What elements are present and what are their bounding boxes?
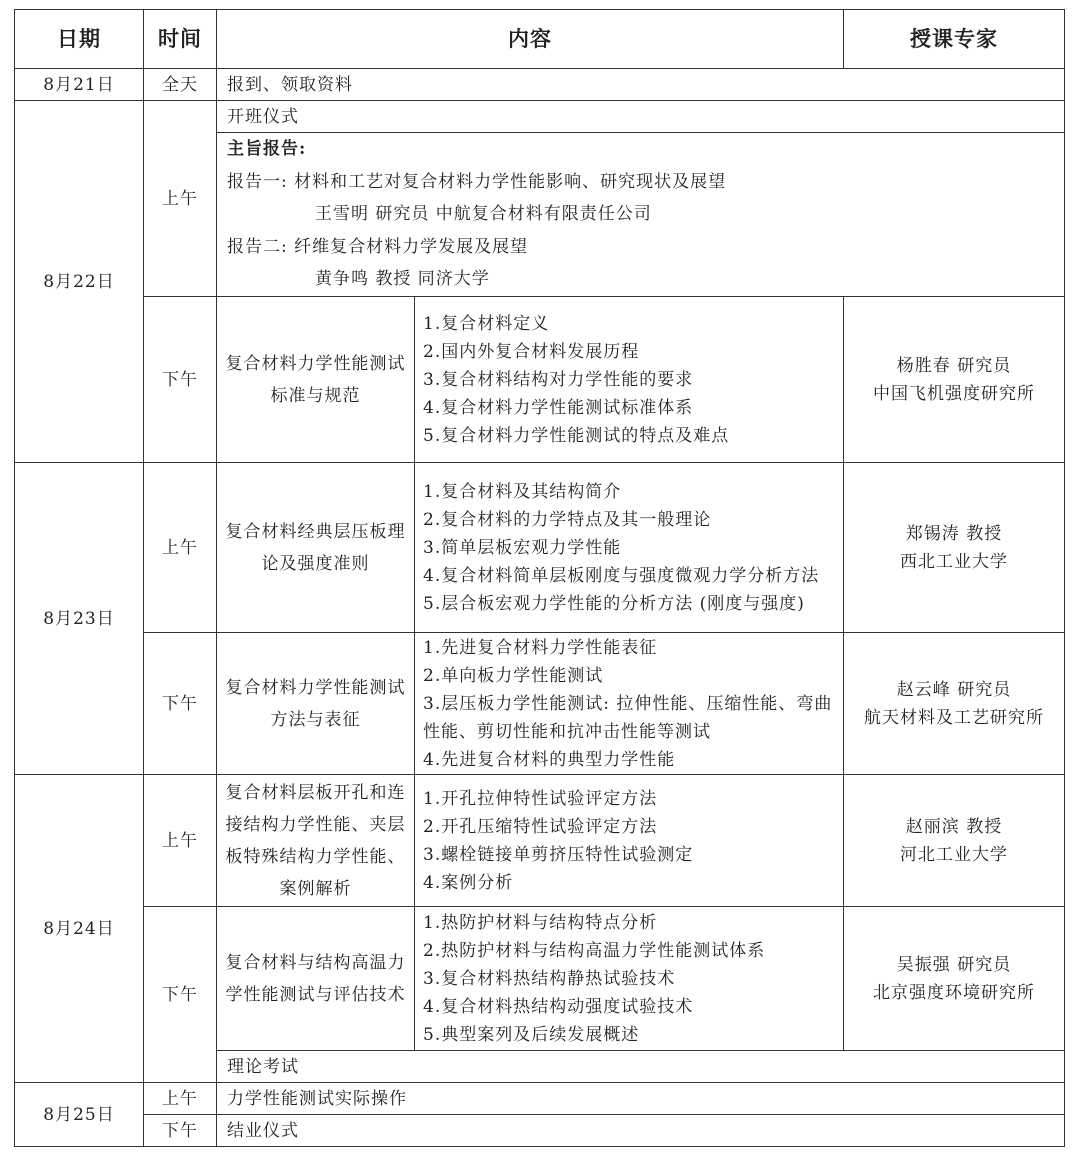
expert-cell <box>844 463 1065 633</box>
expert-org: 航天材料及工艺研究所 <box>864 707 1044 728</box>
time-cell: 下午 <box>144 297 217 463</box>
list-item: 4.先进复合材料的典型力学性能 <box>423 749 676 770</box>
expert-cell <box>844 907 1065 1051</box>
content-cell: 开班仪式 <box>217 101 1065 133</box>
list-item: 5.复合材料力学性能测试的特点及难点 <box>423 425 730 446</box>
list-item: 5.典型案列及后续发展概述 <box>423 1024 640 1045</box>
expert-org: 中国飞机强度研究所 <box>873 383 1035 404</box>
row-day22-opening <box>15 101 1065 133</box>
time-cell: 下午 <box>144 1115 217 1147</box>
list-item: 2.国内外复合材料发展历程 <box>423 341 640 362</box>
time-cell: 上午 <box>144 775 217 907</box>
list-item: 2.开孔压缩特性试验评定方法 <box>423 816 658 837</box>
list-item: 2.复合材料的力学特点及其一般理论 <box>423 509 712 530</box>
time-cell: 上午 <box>144 463 217 633</box>
row-day23-pm <box>15 633 1065 775</box>
row-day21 <box>15 69 1065 101</box>
header-content: 内容 <box>217 10 844 69</box>
header-expert: 授课专家 <box>844 10 1065 69</box>
row-day25-am <box>15 1083 1065 1115</box>
expert-name: 赵丽滨 教授 <box>905 816 1003 837</box>
list-item: 1.先进复合材料力学性能表征 <box>423 637 658 658</box>
content-cell: 结业仪式 <box>217 1115 1065 1147</box>
expert-org: 河北工业大学 <box>900 844 1008 865</box>
list-item: 3.螺栓链接单剪挤压特性试验测定 <box>423 844 694 865</box>
keynote-title: 主旨报告: <box>227 139 307 160</box>
list-item: 3.简单层板宏观力学性能 <box>423 537 622 558</box>
time-cell: 下午 <box>144 633 217 775</box>
report-title: 报告一: 材料和工艺对复合材料力学性能影响、研究现状及展望 <box>227 171 727 192</box>
items-cell <box>415 297 844 463</box>
expert-org: 北京强度环境研究所 <box>873 982 1035 1003</box>
report-speaker: 王雪明 研究员 中航复合材料有限责任公司 <box>315 204 652 225</box>
list-item: 1.复合材料及其结构简介 <box>423 481 622 502</box>
time-cell: 全天 <box>144 69 217 101</box>
time-cell: 上午 <box>144 101 217 297</box>
date-cell: 8月24日 <box>15 775 144 1083</box>
header-time: 时间 <box>144 10 217 69</box>
list-item: 1.复合材料定义 <box>423 313 550 334</box>
list-item: 1.热防护材料与结构特点分析 <box>423 912 658 933</box>
list-item: 3.复合材料热结构静热试验技术 <box>423 968 676 989</box>
list-item: 4.复合材料力学性能测试标准体系 <box>423 397 694 418</box>
row-day25-pm <box>15 1115 1065 1147</box>
list-item: 3.层压板力学性能测试: 拉伸性能、压缩性能、弯曲性能、剪切性能和抗冲击性能等测试 <box>423 693 833 742</box>
expert-name: 赵云峰 研究员 <box>896 679 1012 700</box>
content-cell: 力学性能测试实际操作 <box>217 1083 1065 1115</box>
report-title: 报告二: 纤维复合材料力学发展及展望 <box>227 236 529 257</box>
items-cell <box>415 907 844 1051</box>
expert-cell <box>844 297 1065 463</box>
content-cell: 报到、领取资料 <box>217 69 1065 101</box>
row-day23-am <box>15 463 1065 633</box>
list-item: 2.热防护材料与结构高温力学性能测试体系 <box>423 940 766 961</box>
items-cell <box>415 775 844 907</box>
keynote-cell <box>217 133 1065 297</box>
header-row <box>15 10 1065 69</box>
expert-name: 杨胜春 研究员 <box>896 355 1012 376</box>
row-day22-pm <box>15 297 1065 463</box>
expert-cell <box>844 775 1065 907</box>
list-item: 4.复合材料简单层板刚度与强度微观力学分析方法 <box>423 565 820 586</box>
topic-cell: 复合材料层板开孔和连接结构力学性能、夹层板特殊结构力学性能、案例解析 <box>217 775 415 907</box>
list-item: 4.案例分析 <box>423 872 514 893</box>
expert-org: 西北工业大学 <box>900 551 1008 572</box>
list-item: 1.开孔拉伸特性试验评定方法 <box>423 788 658 809</box>
row-day24-pm <box>15 907 1065 1051</box>
topic-cell: 复合材料经典层压板理论及强度准则 <box>217 463 415 633</box>
topic-cell: 复合材料力学性能测试方法与表征 <box>217 633 415 775</box>
date-cell: 8月23日 <box>15 463 144 775</box>
list-item: 5.层合板宏观力学性能的分析方法 (刚度与强度) <box>423 593 805 614</box>
expert-name: 郑锡涛 教授 <box>905 523 1003 544</box>
expert-name: 吴振强 研究员 <box>896 954 1012 975</box>
list-item: 2.单向板力学性能测试 <box>423 665 604 686</box>
date-cell: 8月21日 <box>15 69 144 101</box>
time-cell: 下午 <box>144 907 217 1083</box>
list-item: 3.复合材料结构对力学性能的要求 <box>423 369 694 390</box>
report-speaker: 黄争鸣 教授 同济大学 <box>315 269 490 290</box>
row-day24-am <box>15 775 1065 907</box>
expert-cell <box>844 633 1065 775</box>
time-cell: 上午 <box>144 1083 217 1115</box>
date-cell: 8月25日 <box>15 1083 144 1147</box>
topic-cell: 复合材料与结构高温力学性能测试与评估技术 <box>217 907 415 1051</box>
schedule-table <box>14 9 1065 1147</box>
list-item: 4.复合材料热结构动强度试验技术 <box>423 996 694 1017</box>
content-cell: 理论考试 <box>217 1051 1065 1083</box>
topic-cell: 复合材料力学性能测试标准与规范 <box>217 297 415 463</box>
items-cell <box>415 633 844 775</box>
items-cell <box>415 463 844 633</box>
header-date: 日期 <box>15 10 144 69</box>
date-cell: 8月22日 <box>15 101 144 463</box>
